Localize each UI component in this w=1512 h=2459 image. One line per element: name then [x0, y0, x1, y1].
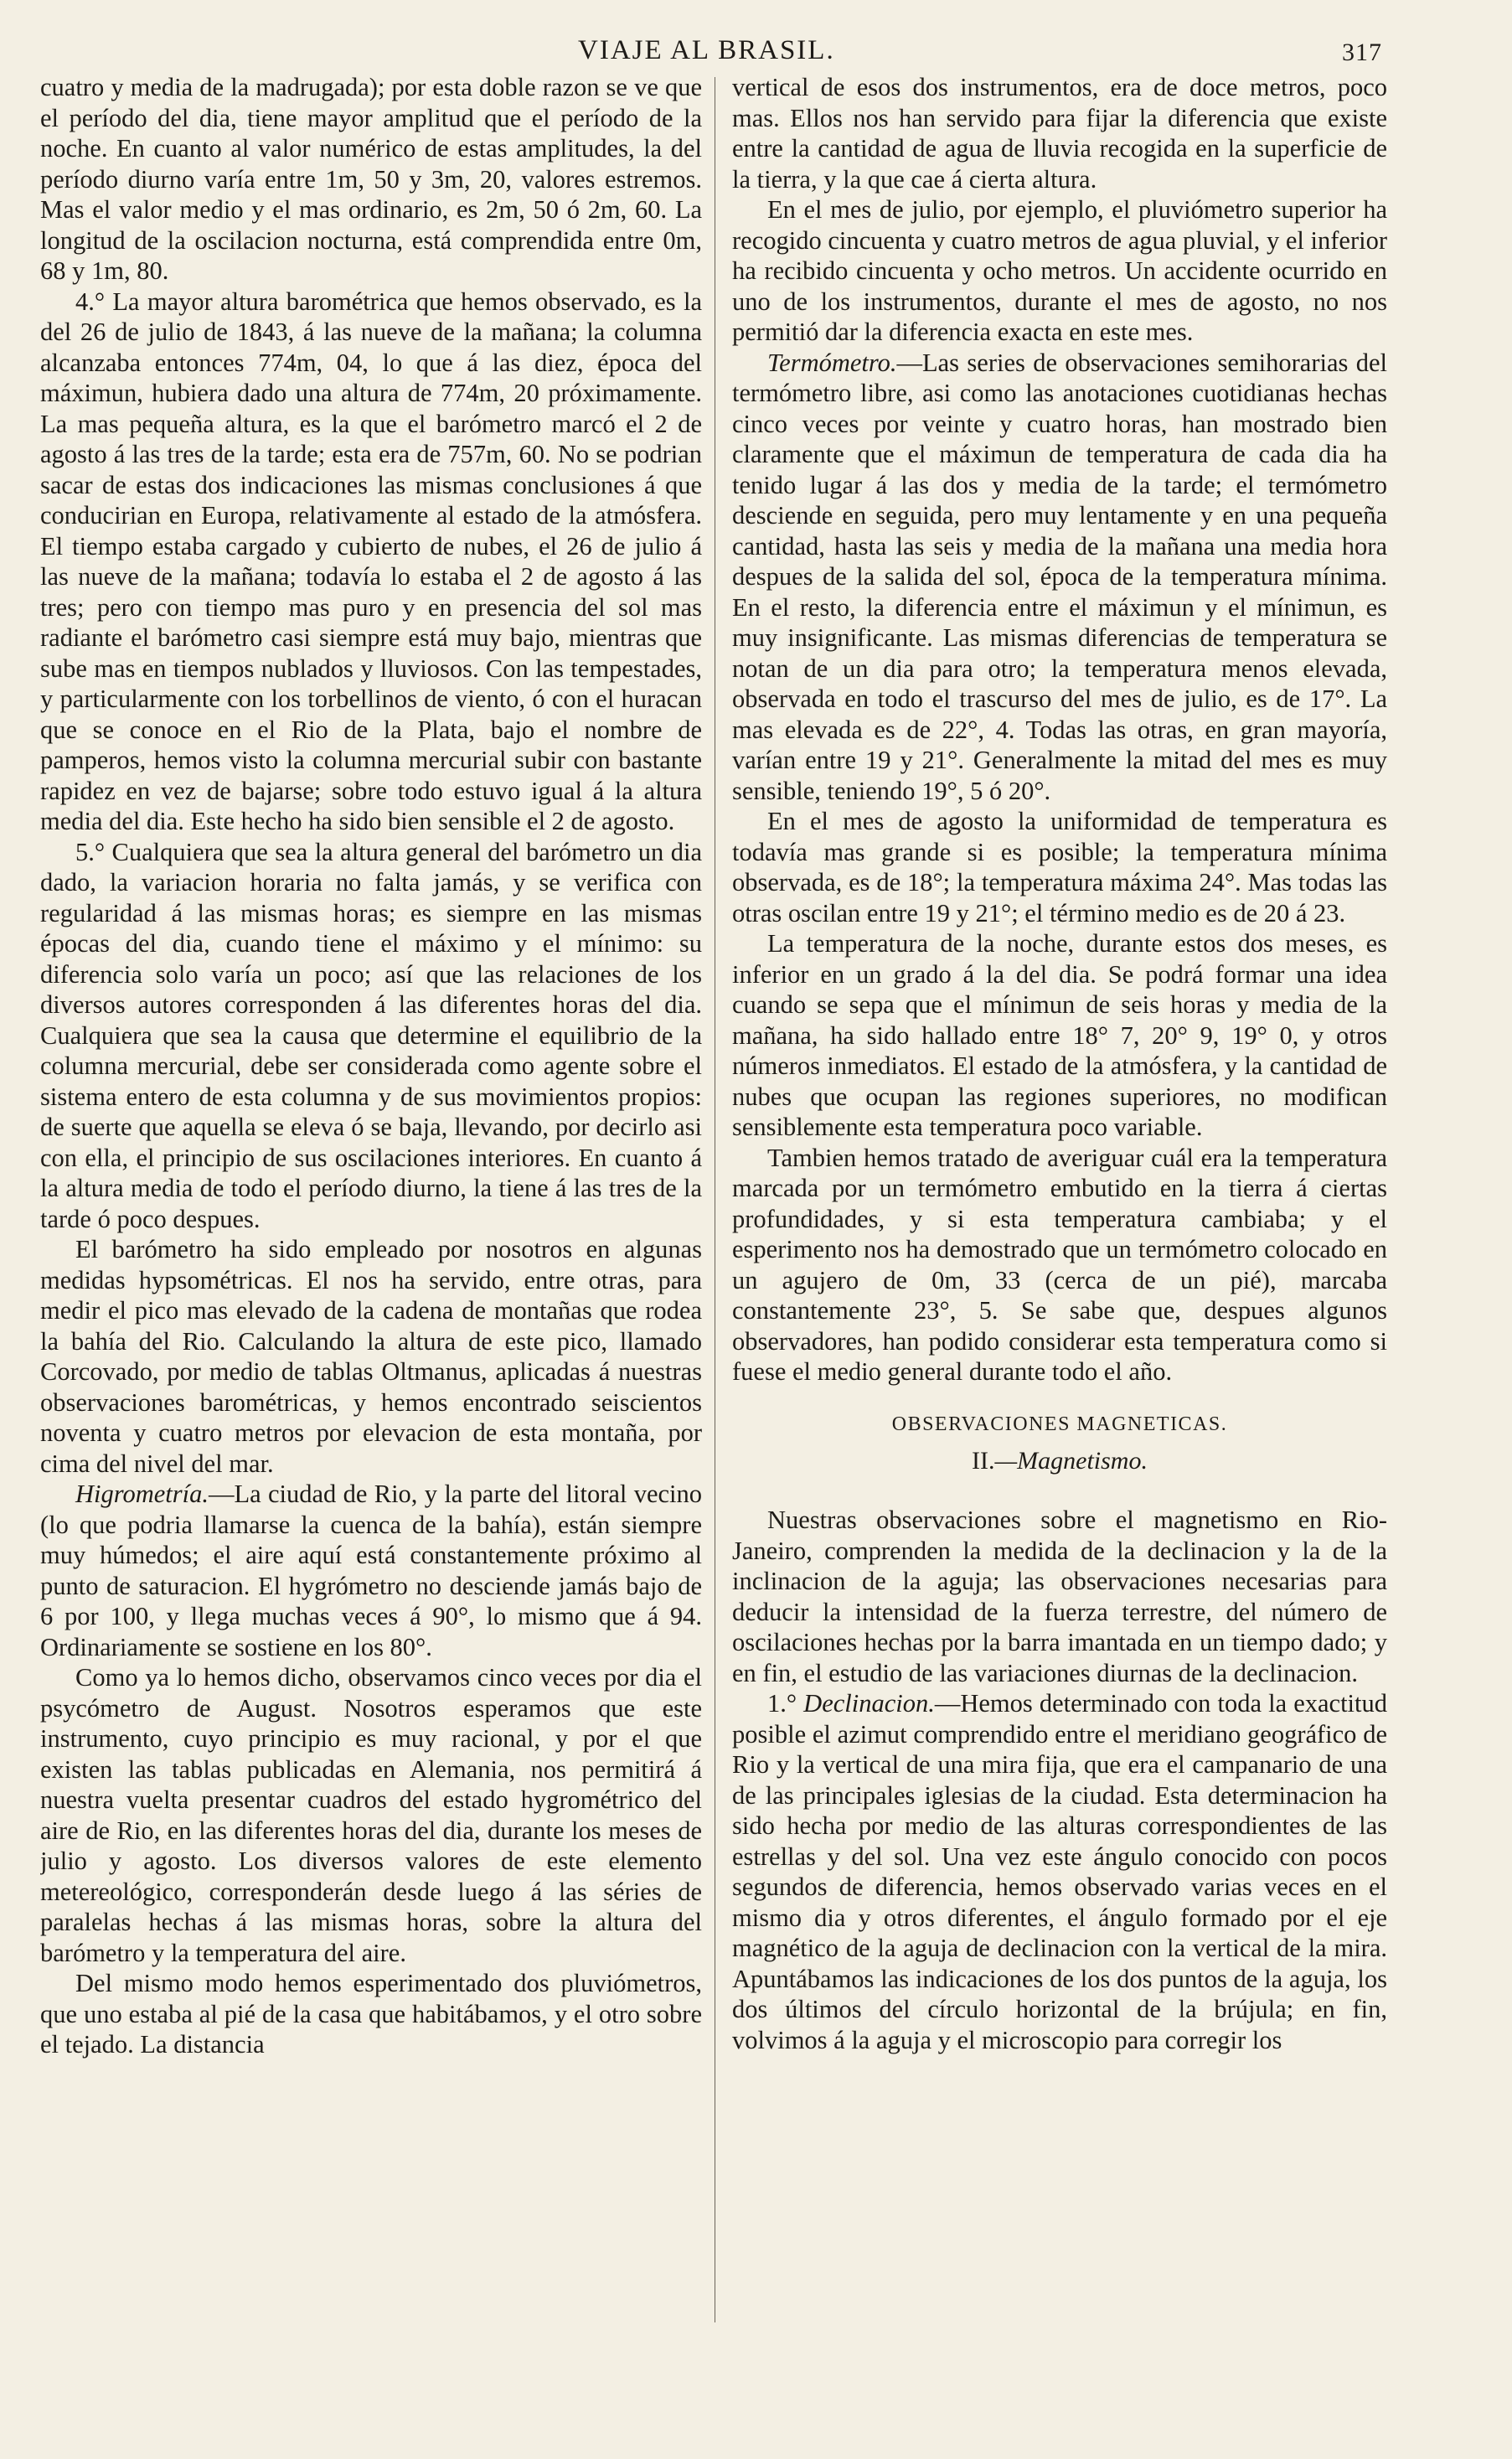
paragraph-barometer-amplitudes: cuatro y media de la madrugada); por esta doble razon se ve que el período del dia, tiene mayor amplitud que el período de la noche. En cuanto al valor numérico de estas amplitudes, la del período diurno varía entre 1m, 50 y 3m, 20, valores estremos. Mas el valor medio y el mas ordinario, es 2m, 50 ó 2m, 60. La longitud de la oscilacion nocturna, está comprendida entre 0m, 68 y 1m, 80.	[40, 73, 702, 285]
left-column	[40, 72, 702, 2418]
hygrometry-text: —La ciudad de Rio, y la parte del litoral vecino (lo que podria llamarse la cuenca de la bahía), están siempre muy húmedos; el aire aquí está constantemente próximo al punto de saturacion. El hygrómetro no desciende jamás bajo de 6 por 100, y llega muchas veces á 90°, lo mismo que á 94. Ordinariamente se sostiene en los 80°.	[40, 1480, 702, 1661]
section-subtitle-magnetism	[732, 1446, 1387, 1476]
paragraph-thermometer	[732, 348, 1387, 807]
declination-number: 1.°	[767, 1689, 797, 1718]
heading-thermometer: Termómetro.	[767, 348, 897, 377]
paragraph-psychrometer: Como ya lo hemos dicho, observamos cinco veces por dia el psycómetro de August. Nosotros esperamos que este instrumento, cuyo principio es muy racional, y por el que existen las tablas publicadas en Alemania, nos permitirá á nuestra vuelta presentar cuadros del estado hygrométrico del aire de Rio, en las diferentes horas del dia, durante los meses de julio y agosto. Los diversos valores de este elemento metereológico, corresponderán desde luego á las séries de paralelas hechas á las mismas horas, sobre la altura del barómetro y la temperatura del aire.	[40, 1663, 702, 1967]
heading-hygrometry: Higrometría.	[75, 1480, 209, 1508]
thermometer-text: —Las series de observaciones semihorarias del termómetro libre, asi como las anotaciones cuotidianas hechas cinco veces por veinte y cuatro horas, han mostrado bien claramente que el máximun de temperatura de cada dia ha tenido lugar á las dos y media de la tarde; el termómetro desciende en seguida, pero muy lentamente y en una pequeña cantidad, hasta las seis y media de la mañana una media hora despues de la salida del sol, época de la temperatura mínima. En el resto, la diferencia entre el máximun y el mínimun, es muy insignificante. Las mismas diferencias de temperatura se notan de un dia para otro; la temperatura menos elevada, observada en todo el trascurso del mes de julio, es de 17°. La mas elevada es de 22°, 4. Todas las otras, en gran mayoría, varían entre 19 y 21°. Generalmente la mitad del mes es muy sensible, teniendo 19°, 5 ó 20°.	[732, 348, 1387, 805]
section-number: II.	[972, 1447, 995, 1475]
paragraph-pluviometers: Del mismo modo hemos esperimentado dos pluviómetros, que uno estaba al pié de la casa que habitábamos, y el otro sobre el tejado. La distancia	[40, 1969, 702, 2059]
paragraph-july-rainfall: En el mes de julio, por ejemplo, el pluviómetro superior ha recogido cincuenta y cuatro metros de agua pluvial, y el inferior ha recibido cincuenta y ocho metros. Un accidente ocurrido en uno de los instrumentos, durante el mes de agosto, no nos permitió dar la diferencia exacta en este mes.	[732, 195, 1387, 346]
declination-text: —Hemos determinado con toda la exactitud posible el azimut comprendido entre el meridiano geográfico de Rio y la vertical de una mira fija, que era el campanario de una de las principales iglesias de la ciudad. Esta determinacion ha sido hecha por medio de las alturas correspondientes de las estrellas y del sol. Una vez este ángulo conocido con pocos segundos de diferencia, hemos observado varias veces en el mismo dia y otros diferentes, el ángulo formado por el eje magnético de la aguja de declinacion con la vertical de la mira. Apuntábamos las indicaciones de los dos puntos de la aguja, los dos últimos del círculo horizontal de la brújula; en fin, volvimos á la aguja y el microscopio para corregir los	[732, 1689, 1387, 2054]
paragraph-declination	[732, 1688, 1387, 2055]
section-subtitle-text: —Magnetismo.	[994, 1447, 1148, 1475]
paragraph-august-temperature: En el mes de agosto la uniformidad de temperatura es todavía mas grande si es posible; la temperatura mínima observada, es de 18°; la temperatura máxima 24°. Mas todas las otras oscilan entre 19 y 21°; el término medio es de 20 á 23.	[732, 807, 1387, 927]
page-header	[42, 34, 1382, 70]
paragraph-max-barometric-height: 4.° La mayor altura barométrica que hemos observado, es la del 26 de julio de 1843, á las nueve de la mañana; la columna alcanzaba entonces 774m, 04, lo que á las diez, época del máximun, hubiera dado una altura de 774m, 20 próximamente. La mas pequeña altura, es la que el barómetro marcó el 2 de agosto á las tres de la tarde; esta era de 757m, 60. No se podrian sacar de estas dos indicaciones las mismas conclusiones á que conducirian en Europa, relativamente al estado de la atmósfera. El tiempo estaba cargado y cubierto de nubes, el 26 de julio á las nueve de la mañana; todavía lo estaba el 2 de agosto á las tres; pero con tiempo mas puro y en presencia del sol mas radiante el barómetro casi siempre está muy bajo, mientras que sube mas en tiempos nublados y lluviosos. Con las tempestades, y particularmente con los torbellinos de viento, ó con el huracan que se conoce en el Rio de la Plata, bajo el nombre de pamperos, hemos visto la columna mercurial subir con bastante rapidez en vez de bajarse; sobre todo estuvo igual á la altura media del dia. Este hecho ha sido bien sensible el 2 de agosto.	[40, 287, 702, 835]
paragraph-night-temperature: La temperatura de la noche, durante estos dos meses, es inferior en un grado á la del dia. Se podrá formar una idea cuando se sepa que el mínimun de seis horas y media de la mañana, ha sido hallado entre 18° 7, 20° 9, 19° 0, y otros números inmediatos. El estado de la atmósfera, y la cantidad de nubes que ocupan las regiones superiores, no modifican sensiblemente esta temperatura poco variable.	[732, 929, 1387, 1141]
paragraph-hypsometric-measures: El barómetro ha sido empleado por nosotros en algunas medidas hypsométricas. El nos ha servido, entre otras, para medir el pico mas elevado de la cadena de montañas que rodea la bahía del Rio. Calculando la altura de este pico, llamado Corcovado, por medio de tablas Oltmanus, aplicadas á nuestras observaciones barométricas, y hemos encontrado seiscientos noventa y cuatro metros por elevacion de esta montaña, por cima del nivel del mar.	[40, 1235, 702, 1478]
paragraph-hourly-variation: 5.° Cualquiera que sea la altura general del barómetro un dia dado, la variacion horaria no falta jamás, y se verifica con regularidad á las mismas horas; es siempre en las mismas épocas del dia, cuando tiene el máximo y el mínimo: su diferencia solo varía un poco; así que las relaciones de los diversos autores corresponden á las diferentes horas del dia. Cualquiera que sea la causa que determine el equilibrio de la columna mercurial, debe ser considerada como agente sobre el sistema entero de esta columna y de sus movimientos propios: de suerte que aquella se eleva ó se baja, llevando, por decirlo asi con ella, el principio de sus oscilaciones interiores. En cuanto á la altura media de todo el período diurno, la tiene á las tres de la tarde ó poco despues.	[40, 837, 702, 1233]
paragraph-soil-temperature: Tambien hemos tratado de averiguar cuál era la temperatura marcada por un termómetro embutido en la tierra á ciertas profundidades, y si esta temperatura cambiaba; y el esperimento nos ha demostrado que un termómetro colocado en un agujero de 0m, 33 (cerca de un pié), marcaba constantemente 23°, 5. Se sabe que, despues algunos observadores, han podido considerar esta temperatura como si fuese el medio general durante todo el año.	[732, 1143, 1387, 1386]
paragraph-pluviometer-distance: vertical de esos dos instrumentos, era de doce metros, poco mas. Ellos nos han servido para fijar la diferencia que existe entre la cantidad de agua de lluvia recogida en la superficie de la tierra, y la que cae á cierta altura.	[732, 73, 1387, 194]
running-title: VIAJE AL BRASIL.	[578, 35, 835, 65]
heading-declination: Declinacion.	[803, 1689, 935, 1718]
paragraph-hygrometry	[40, 1479, 702, 1662]
section-title-magnetic: OBSERVACIONES MAGNETICAS.	[891, 1413, 1228, 1435]
right-column	[732, 72, 1387, 2418]
page-number: 317	[1342, 39, 1382, 66]
paragraph-magnetism-intro: Nuestras observaciones sobre el magnetismo en Rio-Janeiro, comprenden la medida de la declinacion y la de la inclinacion de la aguja; las observaciones necesarias para deducir la intensidad de la fuerza terrestre, del número de oscilaciones hechas por la barra imantada en un tiempo dado; y en fin, el estudio de las variaciones diurnas de la declinacion.	[732, 1506, 1387, 1687]
